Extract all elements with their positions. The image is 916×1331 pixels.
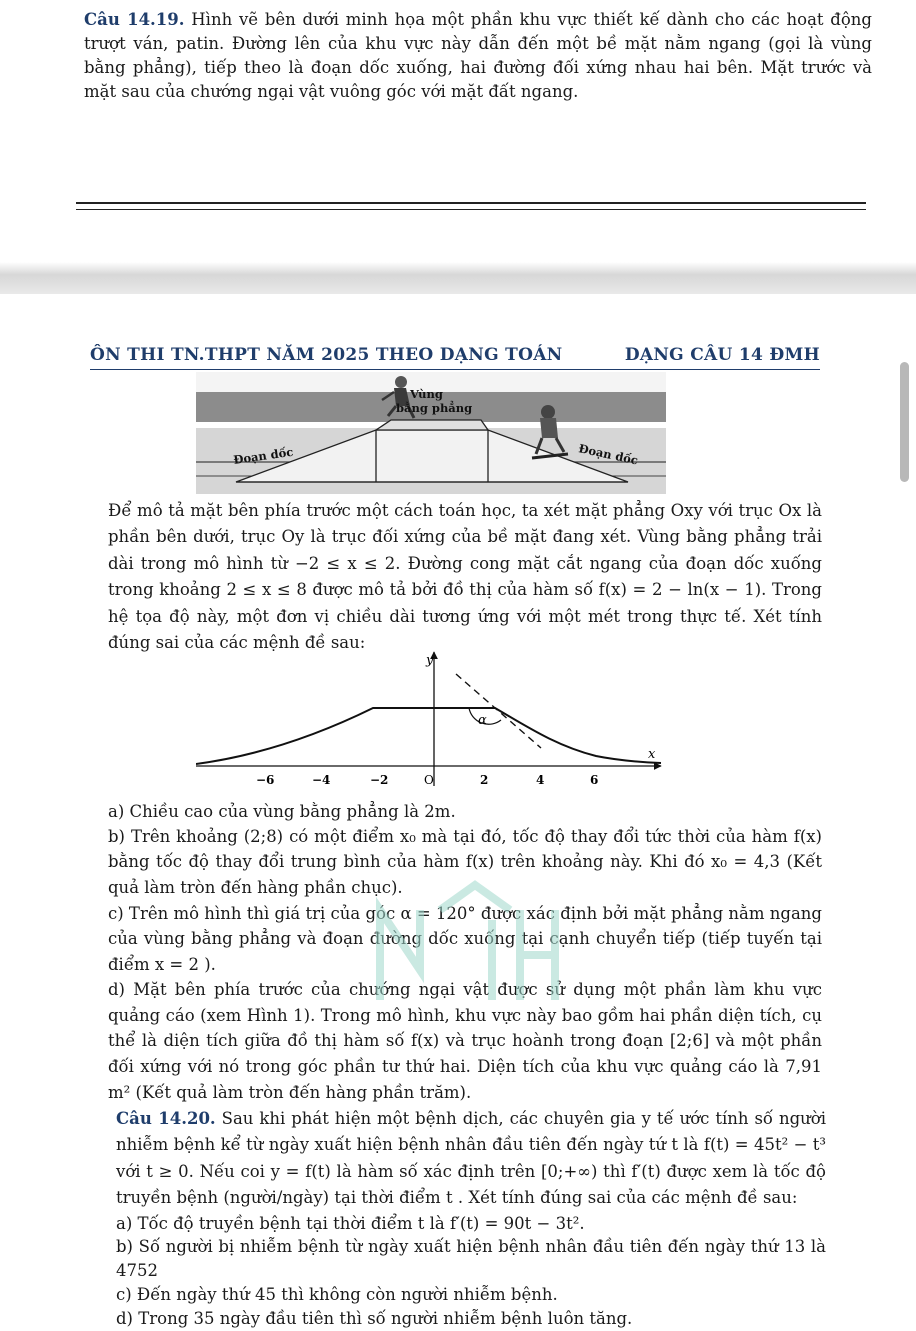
question-14-19-intro: [84, 8, 872, 104]
statement-d: d) Trong 35 ngày đầu tiên thì số người nhiễm bệnh luôn tăng.: [116, 1309, 633, 1329]
origin-label: O: [424, 773, 434, 787]
statement-a: a) Chiều cao của vùng bằng phẳng là 2m.: [108, 802, 456, 821]
statement-b: b) Số người bị nhiễm bệnh từ ngày xuất hiện bệnh nhân đầu tiên đến ngày thứ 13 là 4752: [116, 1237, 826, 1281]
page-break-band: [0, 262, 916, 294]
tick-neg4: −4: [312, 773, 331, 787]
skatepark-illustration: [196, 372, 666, 494]
header-section: DẠNG CÂU 14 ĐMH: [624, 345, 820, 365]
tick-neg2: −2: [370, 773, 389, 787]
label-slope-right: Đoạn dốc: [577, 441, 640, 468]
tick-neg6: −6: [256, 773, 275, 787]
page-header: [90, 343, 820, 370]
curve-f: [196, 708, 661, 764]
divider: [76, 202, 866, 210]
function-graph: [196, 646, 666, 792]
tick-6: 6: [590, 773, 599, 787]
scrollbar-thumb[interactable]: [900, 362, 909, 482]
problem-description: Để mô tả mặt bên phía trước một cách toán học, ta xét mặt phẳng Oxy với trục Ox là phần bên dưới, trục Oy là trục đối xứng của bề mặt đang xét. Vùng bằng phẳng trải dài trong mô hình từ −2 ≤ x ≤ 2. Đường cong mặt cắt ngang của đoạn dốc xuống trong khoảng 2 ≤ x ≤ 8 được mô tả bởi đồ thị của hàm số f(x) = 2 − ln(x − 1). Trong hệ tọa độ này, một đơn vị chiều dài tương ứng với một mét trong thực tế. Xét tính đúng sai của các mệnh đề sau:: [108, 501, 822, 652]
question-14-20: [116, 1106, 826, 1331]
label-slope-left: Đoạn dốc: [232, 444, 295, 467]
y-axis-label: y: [426, 653, 434, 668]
question-14-19: [84, 8, 872, 104]
question-label: Câu 14.20.: [116, 1109, 216, 1128]
statement-b: b) Trên khoảng (2;8) có một điểm x₀ mà tại đó, tốc độ thay đổi tức thời của hàm f(x) bằng tốc độ thay đổi trung bình của hàm f(x) trên khoảng này. Khi đó x₀ = 4,3 (Kết quả làm tròn đến hàng phần chục).: [108, 826, 822, 898]
x-axis-label: x: [648, 747, 656, 762]
label-flat-2: bằng phẳng: [396, 401, 473, 415]
watermark-logo: [370, 880, 560, 1010]
label-flat-1: Vùng: [410, 387, 443, 401]
statement-c: c) Trên mô hình thì giá trị của góc α = 120° được xác định bởi mặt phẳng nằm ngang của vùng bằng phẳng và đoạn đường dốc xuống tại cạnh chuyển tiếp (tiếp tuyến tại điểm x = 2 ).: [108, 903, 822, 974]
question-text: Sau khi phát hiện một bệnh dịch, các chuyên gia y tế ước tính số người nhiễm bệnh kể từ ngày xuất hiện bệnh nhân đầu tiên đến ngày tứ t là f(t) = 45t² − t³ với t ≥ 0. Nếu coi y = f(t) là hàm số xác định trên [0;+∞) thì f′(t) được xem là tốc độ truyền bệnh (người/ngày) tại thời điểm t . Xét tính đúng sai của các mệnh đề sau:: [116, 1109, 827, 1208]
statement-a: a) Tốc độ truyền bệnh tại thời điểm t là f′(t) = 90t − 3t².: [116, 1213, 585, 1233]
tick-4: 4: [536, 773, 545, 787]
question-label: Câu 14.19.: [84, 10, 185, 29]
statement-c: c) Đến ngày thứ 45 thì không còn người nhiễm bệnh.: [116, 1285, 558, 1305]
alpha-label: α: [478, 713, 487, 728]
header-title: ÔN THI TN.THPT NĂM 2025 THEO DẠNG TOÁN: [90, 345, 563, 365]
tick-2: 2: [480, 773, 489, 787]
question-text: Hình vẽ bên dưới minh họa một phần khu vực thiết kế dành cho các hoạt động trượt ván, patin. Đường lên của khu vực này dẫn đến một bề mặt nằm ngang (gọi là vùng bằng phẳng), tiếp theo là đoạn dốc xuống, hai đường đối xứng nhau hai bên. Mặt trước và mặt sau của chướng ngại vật vuông góc với mặt đất ngang.: [84, 10, 872, 101]
statement-d: d) Mặt bên phía trước của chướng ngại vật được sử dụng một phần làm khu vực quảng cáo (xem Hình 1). Trong mô hình, khu vực này bao gồm hai phần diện tích, cụ thể là diện tích giữa đồ thị hàm số f(x) và trục hoành trong đoạn [2;6] và một phần đối xứng với nó trong góc phần tư thứ hai. Diện tích của khu vực quảng cáo là 7,91 m² (Kết quả làm tròn đến hàng phần trăm).: [108, 980, 822, 1102]
question-14-20-intro: [116, 1106, 826, 1212]
problem-body: [108, 498, 822, 660]
